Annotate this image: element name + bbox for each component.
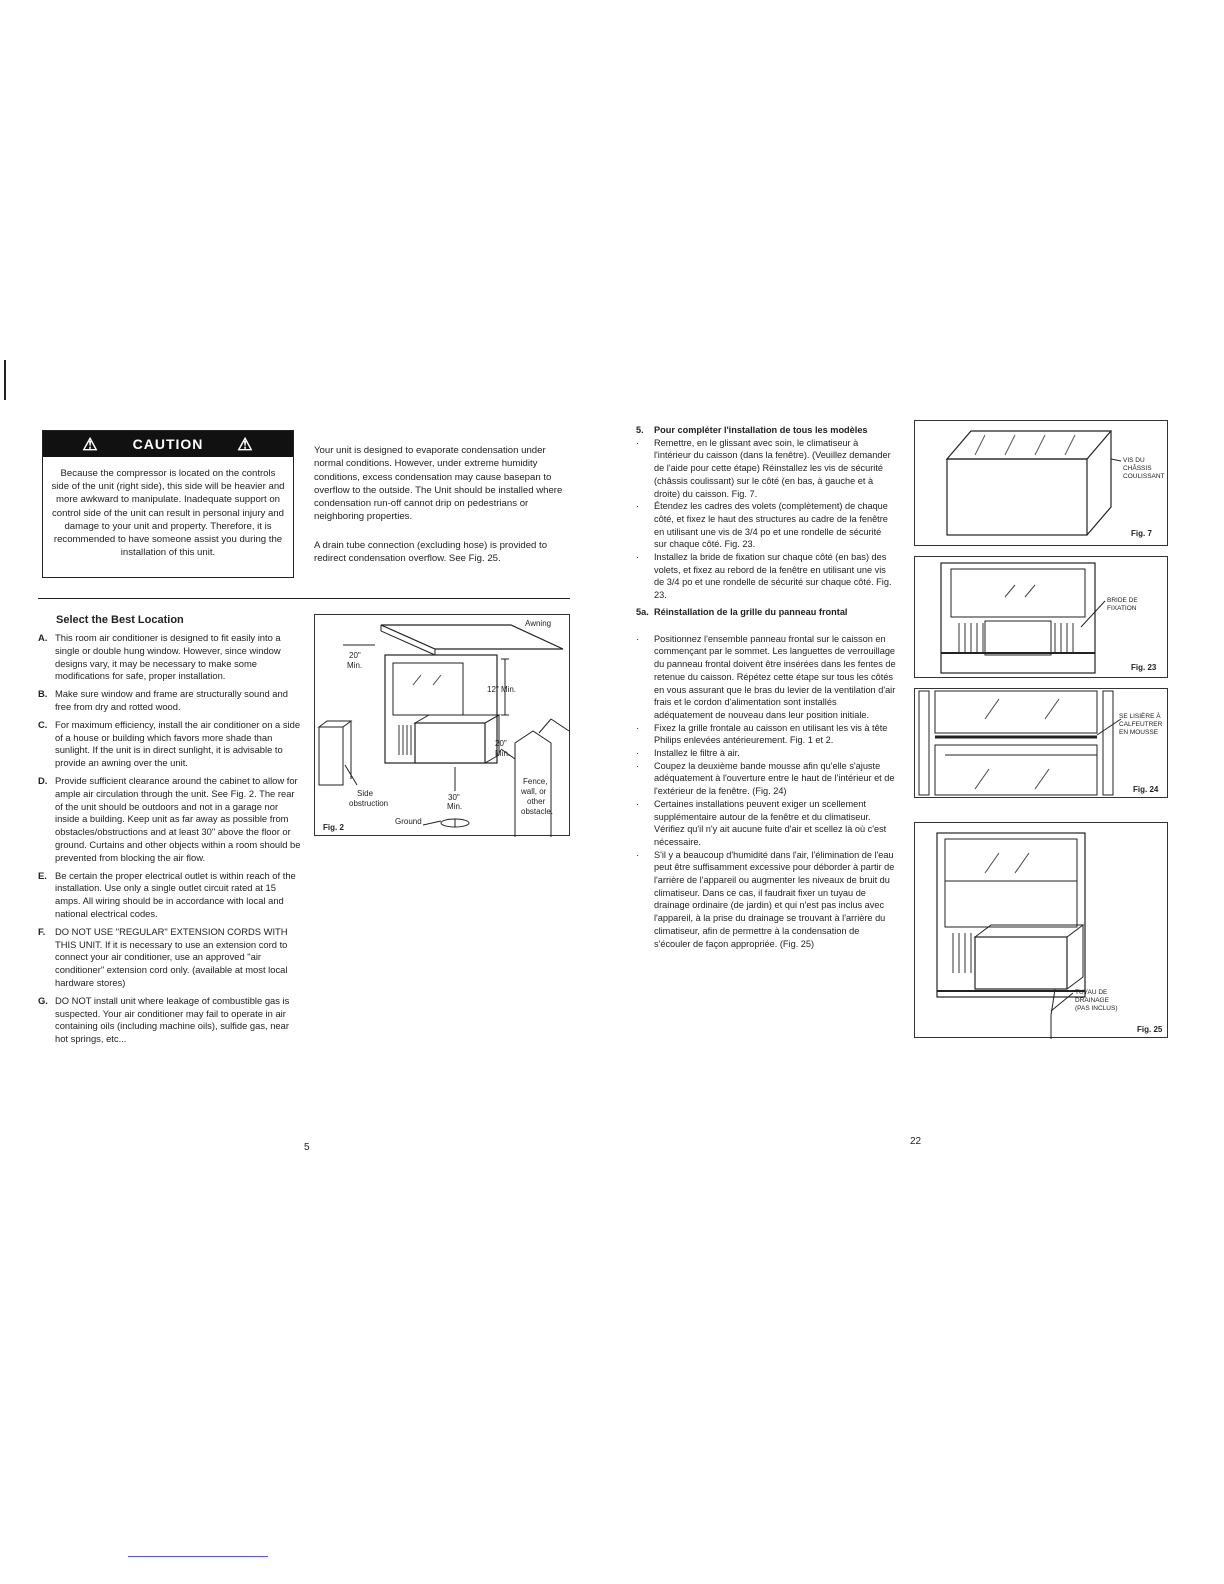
caution-text: Because the compressor is located on the controls side of the unit (right side), this side will be heavier and more awkward to manipulate. Inadequate support on control side of the unit can result in personal injury and damage to your unit and property. Therefore, it is recommended to have someone assist you during the installation of this unit. [51, 468, 285, 559]
warning-icon: ⚠ [82, 434, 99, 454]
fence-label: other [527, 797, 546, 806]
fence-label: wall, or [521, 787, 547, 796]
dim-label: 30" [448, 793, 460, 802]
page-number: 22 [910, 1136, 922, 1147]
figure-label: Fig. 2 [323, 823, 344, 832]
caution-title: CAUTION [132, 436, 204, 452]
ground-label: Ground [395, 817, 422, 826]
warning-icon: ⚠ [237, 434, 254, 454]
intro-paragraph: Your unit is designed to evaporate condensation under normal conditions. However, under extreme humidity conditions, excess condensation may cause basepan to overflow to the outside. The Unit should be installed where condensation run-off cannot drip on pedestrians or neighboring properties. [314, 445, 563, 523]
figure-label: Fig. 25 [1137, 1025, 1163, 1034]
list-item: G. DO NOT install unit where leakage of combustible gas is suspected. Your air conditioner may fail to operate in air containing oils (including machine oils), sulfide gas, near hot springs, etc... [38, 994, 290, 1045]
dim-label: 20" [495, 739, 507, 748]
callout-label: BRIDE DE [1107, 597, 1138, 604]
callout-label: VIS DU [1123, 457, 1145, 464]
dim-label: Min. [347, 661, 363, 670]
fig24-diagram [914, 688, 1168, 798]
obstruction-label: obstruction [349, 799, 389, 808]
fig7-diagram [914, 420, 1168, 546]
page-edge-mark [4, 360, 6, 400]
list-item: F. DO NOT USE "REGULAR" EXTENSION CORDS WITH THIS UNIT. If it is necessary to use an extension cord to connect your air conditioner, use an approved "air conditioner" extension cord only. (available at most local hardware stores) [38, 925, 288, 988]
figure-label: Fig. 7 [1131, 529, 1152, 538]
list-item: C. For maximum efficiency, install the air conditioner on a side of a house or building which favors more shade than sunlight. If the unit is in direct sunlight, it is advisable to provide an awning over the unit. [38, 718, 301, 769]
dim-label: 12" Min. [487, 685, 517, 694]
fig23-diagram [914, 556, 1168, 678]
list-item: D. Provide sufficient clearance around the cabinet to allow for ample air circulation through the unit. See Fig. 2. The rear of the unit should be outdoors and not in a garage nor inside a building. Keep unit as far away as possible from obstacles/obstructions and at least 30" above the floor or ground. Curtains and other objects within a room should be prevented from blocking the air flow. [38, 774, 301, 863]
fence-label: obstacle. [521, 807, 554, 816]
awning-label: Awning [525, 619, 552, 628]
fig24-illustration [915, 689, 1169, 799]
figure-label: Fig. 23 [1131, 663, 1157, 672]
dim-label: Min. [447, 802, 463, 811]
caution-header [43, 431, 293, 457]
page-number: 5 [304, 1142, 310, 1153]
callout-label: (PAS INCLUS) [1075, 1005, 1118, 1012]
callout-label: FIXATION [1107, 605, 1137, 612]
dim-label: 20" [349, 651, 361, 660]
fig25-diagram [914, 822, 1168, 1038]
caution-box [42, 430, 294, 578]
intro-paragraph-drain: A drain tube connection (excluding hose) is provided to redirect condensation overflow. See Fig. 25. [314, 540, 548, 565]
fence-label: Fence, [523, 777, 548, 786]
callout-label: TUYAU DE [1075, 989, 1108, 996]
fig2-diagram [314, 614, 570, 836]
french-section-5: 5. Pour compléter l'installation de tous les modèles · Remettre, en le glissant avec soin, le climatiseur à l'intérieur du caisson (dans la fenêtre). (Veuillez demander de l'aide pour cette étape) Réinstallez les vis de sécurité (châssis coulissant) sur le côté (en bas, à gauche et à droite) du caisson. Fig. 7. · Étendez les cadres des volets (complètement) de chaque côté, et fixez le haut des structures au cadre de la fenêtre en utilisant une vis de 3/4 po et une rondelle de sécurité sur chaque côté. Fig. 23. · Installez la bride de fixation sur chaque côté (en bas) des volets, et fixez au rebord de la fenêtre en utilisant une vis de 3/4 po et une rondelle de sécurité sur chaque côté. Fig. 23. [636, 425, 892, 601]
list-item: E. Be certain the proper electrical outlet is within reach of the installation. Use only a single outlet circuit rated at 15 amps. All wiring should be in accordance with local and national electrical codes. [38, 869, 296, 919]
section-divider [38, 598, 570, 599]
callout-label: COULISSANT [1123, 473, 1165, 480]
list-item: A. This room air conditioner is designed to fit easily into a single or double hung window. However, since window designs vary, it may be necessary to make some modifications for safe, proper installation. [38, 632, 281, 682]
callout-label: SE LISIÈRE À [1119, 713, 1161, 720]
callout-label: CHÂSSIS [1123, 465, 1152, 472]
callout-label: DRAINAGE [1075, 997, 1109, 1004]
callout-label: EN MOUSSE [1119, 729, 1159, 736]
french-section-5a: 5a. Réinstallation de la grille du panneau frontal · Positionnez l'ensemble panneau frontal sur le caisson en commençant par le sommet. Les languettes de verrouillage du panneau frontal doivent être insérées dans les fentes de retenue du caisson. Répétez cette étape sur tous les côtés en vous assurant que le bras du levier de la ventilation d'air frais et le cordon d'alimentation sont installés adéquatement de nouveau dans leur position initiale. · Fixez la grille frontale au caisson en utilisant les vis à tête Philips enlevées antérieurement. Fig. 1 et 2. · Installez le filtre à air. · Coupez la deuxième bande mousse afin qu'elle s'ajuste adéquatement à l'ouverture entre le haut de l'intérieur et de l'extérieur de la fenêtre. (Fig. 24) · Certaines installations peuvent exiger un scellement supplémentaire autour de la fenêtre et du climatiseur. Vérifiez qu'il n'y ait aucune fuite d'air et scellez là où c'est nécessaire. · S'il y a beaucoup d'humidité dans l'air, l'élimination de l'eau peut être suffisamment excessive pour déborder à partir de l'arrière de l'appareil ou augmenter les niveaux de bruit du climatiseur. Dans ce cas, il faudrait fixer un tuyau de drainage ordinaire (de jardin) et qui n'est pas inclus avec l'appareil, à la prise du drainage se trouvant à l'arrière du climatiseur, afin de permettre à la condensation de s'écouler de façon appropriée. (Fig. 25) [636, 607, 896, 949]
callout-label: CALFEUTRER [1119, 721, 1163, 728]
dim-label: Min. [495, 749, 511, 758]
underline-mark [128, 1556, 268, 1557]
fig23-illustration [915, 557, 1169, 679]
location-list [38, 632, 302, 1051]
side-label: Side [357, 789, 374, 798]
list-item: B. Make sure window and frame are structurally sound and free from dry and rotted wood. [38, 688, 288, 712]
section-heading: Select the Best Location [56, 614, 184, 626]
fig25-illustration [915, 823, 1169, 1039]
figure-label: Fig. 24 [1133, 785, 1159, 794]
